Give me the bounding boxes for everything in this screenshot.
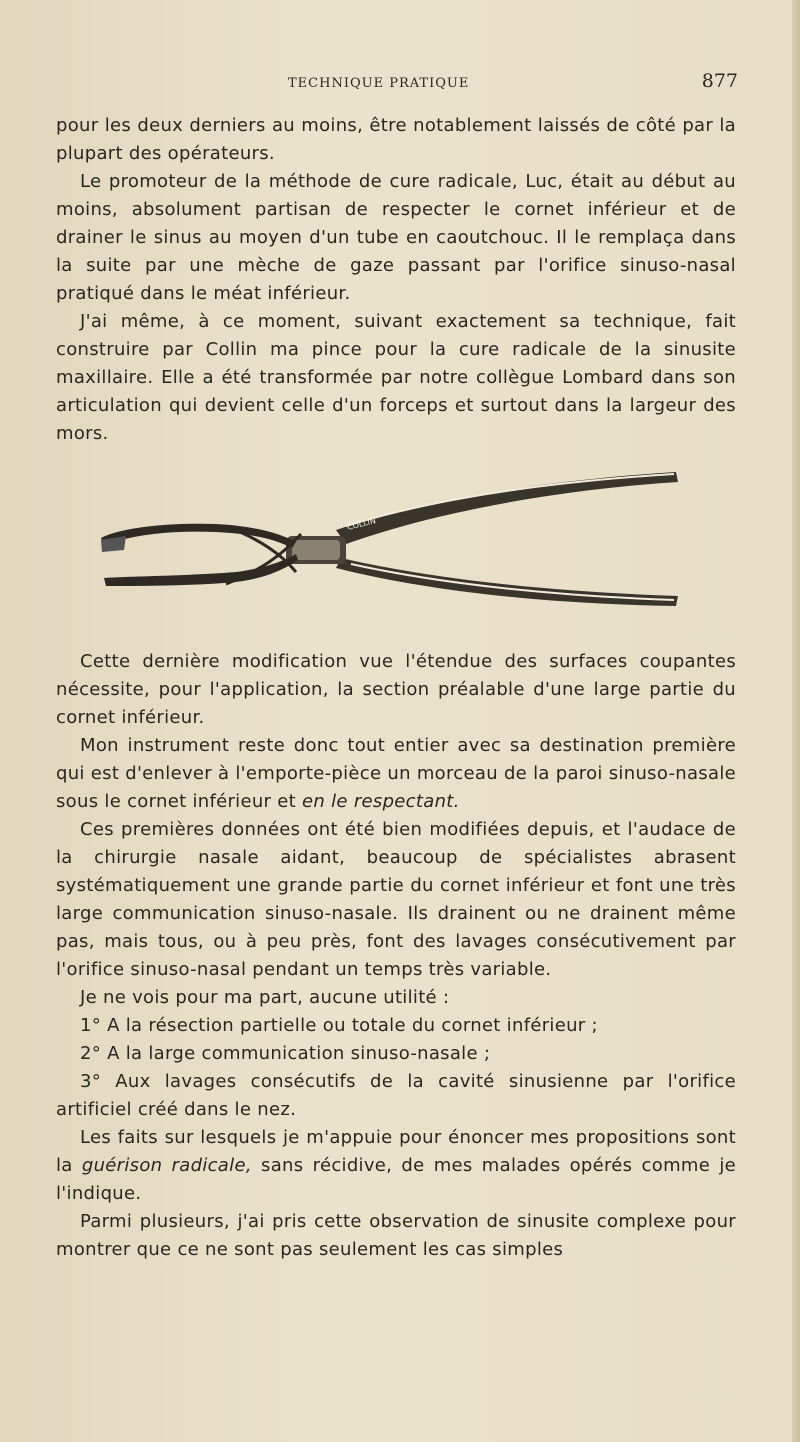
paragraph — [56, 1124, 736, 1208]
running-title: TECHNIQUE PRATIQUE — [288, 76, 470, 91]
page-edge — [792, 0, 800, 1442]
list-item: 3° Aux lavages consécutifs de la cavité sinusienne par l'orifice artificiel créé dans le nez. — [56, 1071, 736, 1120]
paragraph: Le promoteur de la méthode de cure radicale, Luc, était au début au moins, absolument partisan de respecter le cornet inférieur et de drainer le sinus au moyen d'un tube en caoutchouc. Il le remplaça dans la suite par une mèche de gaze passant par l'orifice sinuso-nasal pratiqué dans le méat inférieur. — [56, 171, 736, 304]
paragraph: Ces premières données ont été bien modifiées depuis, et l'audace de la chirurgie nasale aidant, beaucoup de spécialistes abrasent systématiquement une grande partie du cornet inférieur et font une très large communication sinuso-nasale. Ils drainent ou ne drainent même pas, mais tous, ou à peu près, font des lavages consécutivement par l'orifice sinuso-nasal pendant un temps très variable. — [56, 819, 736, 980]
paragraph: Je ne vois pour ma part, aucune utilité : — [80, 987, 450, 1008]
paragraph-text: Les faits sur lesquels je m'appuie pour énoncer mes propositions sont la — [56, 1127, 736, 1176]
paragraph: Cette dernière modification vue l'étendue des surfaces coupantes nécessite, pour l'application, la section préalable d'une large partie du cornet inférieur. — [56, 651, 736, 728]
forceps-illustration — [96, 460, 696, 628]
forceps-drawing — [96, 460, 696, 628]
emphasis-text: guérison radicale, — [81, 1155, 252, 1176]
page-header — [56, 72, 736, 96]
text-block-bottom — [56, 648, 736, 1264]
engraved-text: COLLIN — [346, 516, 377, 532]
paragraph: J'ai même, à ce moment, suivant exactement sa technique, fait construire par Collin ma pince pour la cure radicale de la sinusite maxillaire. Elle a été transformée par notre collègue Lombard dans son articulation qui devient celle d'un forceps et surtout dans la largeur des mors. — [56, 311, 736, 444]
paragraph: Parmi plusieurs, j'ai pris cette observation de sinusite complexe pour montrer que ce ne sont pas seulement les cas simples — [56, 1211, 736, 1260]
list-item: 2° A la large communication sinuso-nasale ; — [80, 1043, 491, 1064]
paragraph-text: Mon instrument reste donc tout entier avec sa destination première qui est d'enlever à l'emporte-pièce un morceau de la paroi sinuso-nasale sous le cornet inférieur et — [56, 735, 736, 812]
paragraph — [56, 732, 736, 816]
list-item: 1° A la résection partielle ou totale du cornet inférieur ; — [80, 1015, 598, 1036]
emphasis-text: en le respectant. — [302, 791, 460, 812]
paragraph: pour les deux derniers au moins, être notablement laissés de côté par la plupart des opérateurs. — [56, 115, 736, 164]
paragraph-text: sans récidive, de mes malades opérés comme je l'indique. — [56, 1155, 736, 1204]
page-number: 877 — [701, 70, 738, 92]
text-block-top — [56, 112, 736, 448]
